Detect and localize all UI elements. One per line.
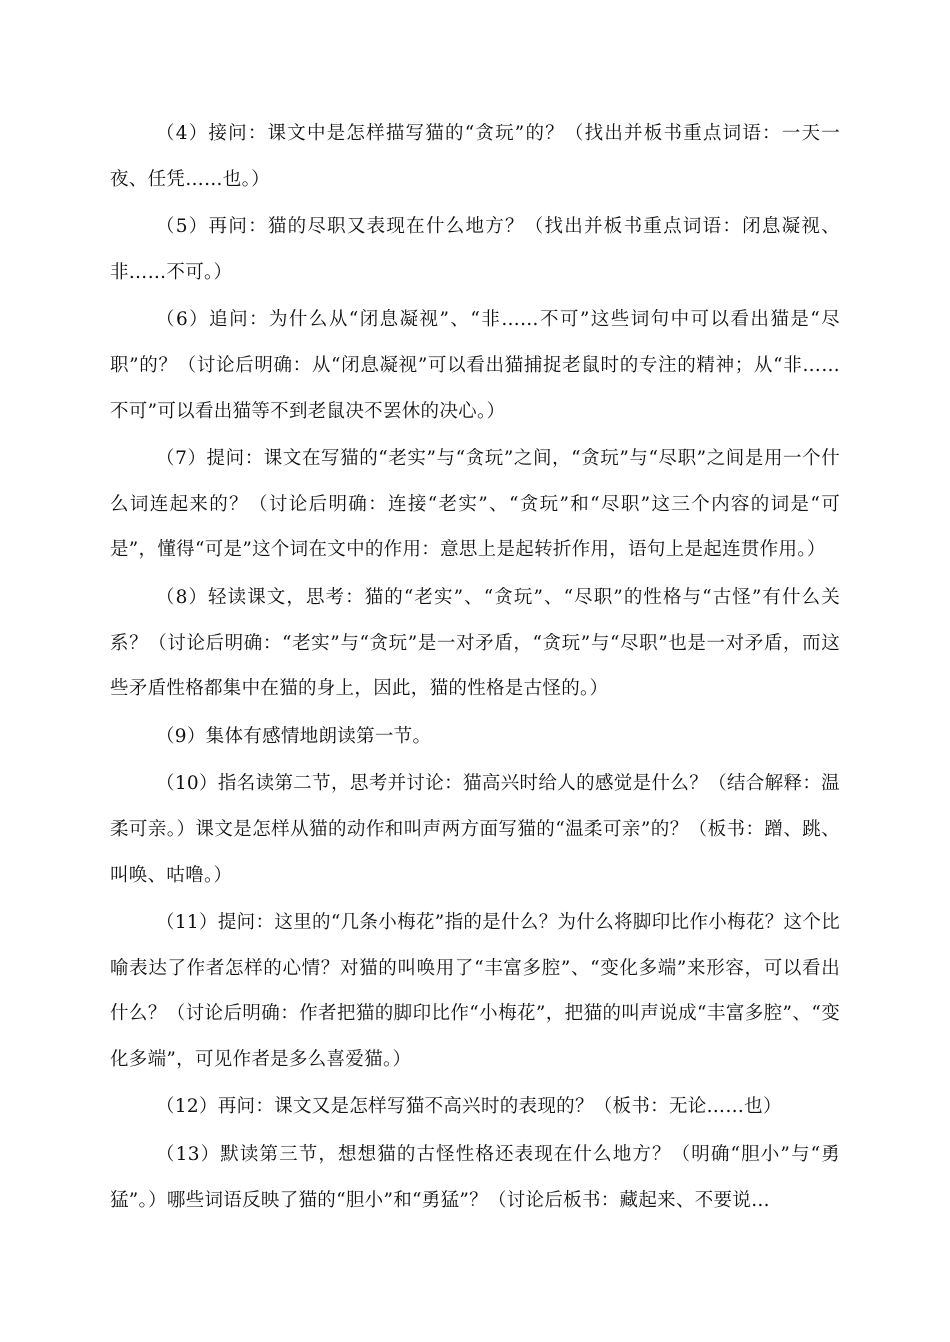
paragraph-step-13: （13）默读第三节，想想猫的古怪性格还表现在什么地方？（明确“胆小”与“勇猛”。）哪些词语反映了猫的“胆小”和“勇猛”？（讨论后板书：藏起来、不要说… (110, 1144, 840, 1211)
paragraph-step-5: （5）再问：猫的尽职又表现在什么地方？（找出并板书重点词语：闭息凝视、非……不可。） (110, 216, 840, 283)
paragraph-step-9: （9）集体有感情地朗读第一节。 (156, 725, 432, 747)
paragraph-step-11: （11）提问：这里的“几条小梅花”指的是什么？为什么将脚印比作小梅花？这个比喻表达了作者怎样的心情？对猫的叫唤用了“丰富多腔”、“变化多端”来形容，可以看出什么？（讨论后明确：作者把猫的脚印比作“小梅花”，把猫的叫声说成“丰富多腔”、“变化多端”，可见作者是多么喜爱猫。） (110, 912, 840, 1070)
paragraph-step-10: （10）指名读第二节，思考并讨论：猫高兴时给人的感觉是什么？（结合解释：温柔可亲。）课文是怎样从猫的动作和叫声两方面写猫的“温柔可亲”的？（板书：蹭、跳、叫唤、咕噜。） (110, 773, 840, 886)
paragraph-step-12: （12）再问：课文又是怎样写猫不高兴时的表现的？（板书：无论……也） (156, 1096, 782, 1118)
paragraph-step-8: （8）轻读课文，思考：猫的“老实”、“贪玩”、“尽职”的性格与“古怪”有什么关系？（讨论后明确：“老实”与“贪玩”是一对矛盾，“贪玩”与“尽职”也是一对矛盾，而这些矛盾性格都集中在猫的身上，因此，猫的性格是古怪的。） (110, 586, 840, 700)
paragraph-step-6: （6）追问：为什么从“闭息凝视”、“非……不可”这些词句中可以看出猫是“尽职”的？（讨论后明确：从“闭息凝视”可以看出猫捕捉老鼠时的专注的精神；从“非……不可”可以看出猫等不到老鼠决不罢休的决心。） (110, 309, 840, 422)
paragraph-step-7: （7）提问：课文在写猫的“老实”与“贪玩”之间，“贪玩”与“尽职”之间是用一个什么词连起来的？（讨论后明确：连接“老实”、“贪玩”和“尽职”这三个内容的词是“可是”，懂得“可是”这个词在文中的作用：意思上是起转折作用，语句上是起连贯作用。） (110, 448, 840, 561)
paragraph-step-4: （4）接问：课文中是怎样描写猫的“贪玩”的？（找出并板书重点词语：一天一夜、任凭……也。） (110, 123, 840, 190)
lesson-plan-text (110, 111, 840, 1225)
